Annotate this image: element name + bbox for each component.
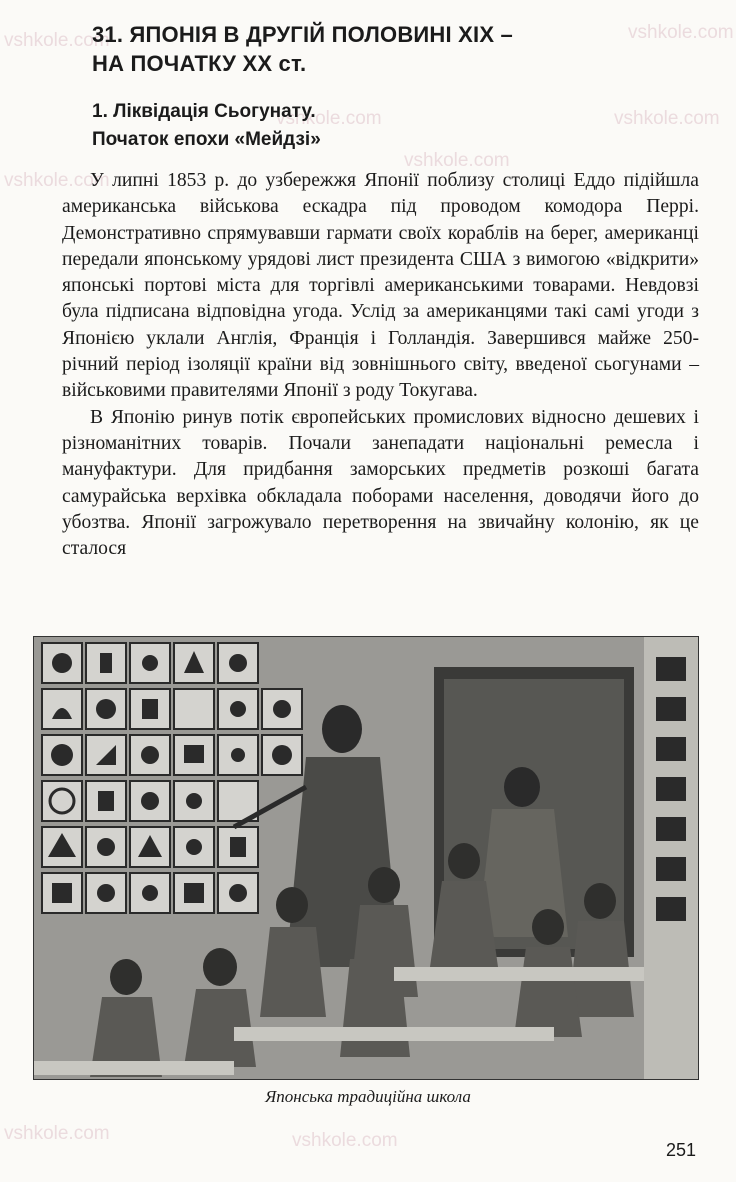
chapter-title-line1: 31. ЯПОНІЯ В ДРУГІЙ ПОЛОВИНІ XIX – — [92, 22, 513, 47]
watermark: vshkole.com — [292, 1130, 398, 1151]
paragraph-2: В Японію ринув потік європейських промислових відносно дешевих і різноманітних товарів. Почали занепадати національні ремесла і мануфактури. Для придбання заморських предметів розкоші багата самурайська верхівка обкладала поборами населення, доводячи його до убозтва. Японії загрожувало перетворення на звичайну колонію, як це сталося — [62, 406, 699, 560]
watermark: vshkole.com — [4, 1123, 110, 1144]
watermark: vshkole.com — [628, 22, 734, 43]
watermark: vshkole.com — [276, 108, 382, 129]
section-title — [92, 98, 692, 154]
section-title-line2: Початок епохи «Мейдзі» — [92, 129, 321, 150]
watermark: vshkole.com — [4, 30, 110, 51]
school-illustration — [33, 636, 699, 1080]
chapter-title-line2: НА ПОЧАТКУ XX ст. — [92, 51, 307, 76]
section-title-line1: 1. Ліквідація Сьогунату. — [92, 101, 316, 122]
figure-caption: Японська традиційна школа — [265, 1087, 471, 1106]
body-text — [62, 168, 699, 562]
paragraph-1: У липні 1853 р. до узбережжя Японії поблизу столиці Еддо підійшла американська військова ескадра під проводом комодора Перрі. Демонстративно спрямувавши гармати своїх кораблів на берег, американці передали японському урядові лист президента США з вимогою «відкрити» японські портові міста для торгівлі американськими товарами. Невдовзі була підписана відповідна угода. Услід за американцями такі самі угоди з Японією уклали Англія, Франція і Голландія. Завершився майже 250-річний період ізоляції країни від зовнішнього світу, введеної сьогунами – військовими правителями Японії з роду Токугава. — [62, 170, 699, 402]
watermark: vshkole.com — [614, 108, 720, 129]
page-number: 251 — [665, 1140, 696, 1160]
school-illustration-drawing — [34, 637, 698, 1079]
watermark: vshkole.com — [404, 150, 510, 171]
watermark: vshkole.com — [4, 170, 110, 191]
chapter-title — [92, 20, 712, 78]
